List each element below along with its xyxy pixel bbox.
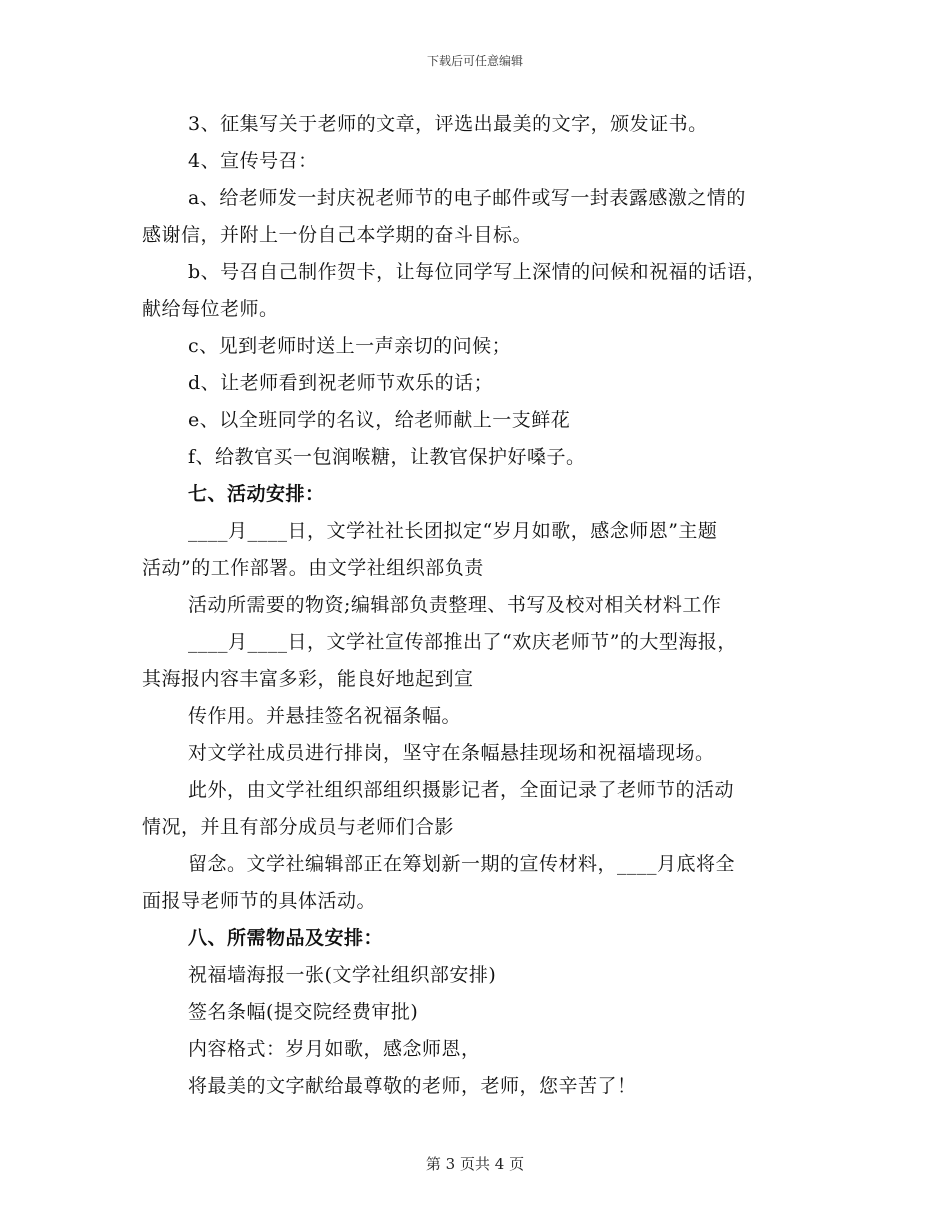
paragraph-line: 此外，由文学社组织部组织摄影记者，全面记录了老师节的活动	[188, 779, 735, 801]
paragraph-line: ____月____日，文学社宣传部推出了“欢庆老师节”的大型海报，	[188, 631, 737, 653]
page-header: 下载后可任意编辑	[426, 54, 523, 68]
paragraph-line: e、以全班同学的名议，给老师献上一支鲜花	[188, 409, 571, 431]
paragraph-line: b、号召自己制作贺卡，让每位同学写上深情的问候和祝福的话语，	[188, 261, 767, 283]
page-number: 第 3 页共 4 页	[425, 1155, 525, 1173]
paragraph-line: 3、征集写关于老师的文章，评选出最美的文字，颁发证书。	[188, 113, 708, 135]
paragraph-line: 传作用。并悬挂签名祝福条幅。	[188, 705, 462, 727]
paragraph-line: ____月____日，文学社社长团拟定“岁月如歌，感念师恩”主题	[188, 520, 718, 542]
paragraph-line: 献给每位老师。	[142, 298, 279, 320]
paragraph-line: 感谢信，并附上一份自己本学期的奋斗目标。	[142, 224, 533, 246]
paragraph-line: 面报导老师节的具体活动。	[142, 890, 377, 912]
paragraph-line: c、见到老师时送上一声亲切的问候；	[188, 335, 512, 357]
paragraph-line: 其海报内容丰富多彩，能良好地起到宣	[142, 668, 474, 690]
section-heading: 七、活动安排：	[188, 483, 325, 505]
paragraph-line: 签名条幅(提交院经费审批)	[188, 1001, 419, 1023]
section-heading: 八、所需物品及安排：	[188, 927, 384, 949]
paragraph-line: f、给教官买一包润喉糖，让教官保护好嗓子。	[188, 446, 586, 468]
paragraph-line: d、让老师看到祝老师节欢乐的话；	[188, 372, 494, 394]
paragraph-line: 祝福墙海报一张(文学社组织部安排)	[188, 964, 497, 986]
paragraph-line: 情况，并且有部分成员与老师们合影	[142, 816, 455, 838]
paragraph-line: 活动”的工作部署。由文学社组织部负责	[142, 557, 484, 579]
paragraph-line: 内容格式：岁月如歌，感念师恩，	[188, 1038, 481, 1060]
paragraph-line: 对文学社成员进行排岗，坚守在条幅悬挂现场和祝福墙现场。	[188, 742, 715, 764]
paragraph-line: a、给老师发一封庆祝老师节的电子邮件或写一封表露感激之情的	[188, 187, 746, 209]
paragraph-line: 活动所需要的物资;编辑部负责整理、书写及校对相关材料工作	[188, 594, 722, 616]
paragraph-line: 留念。文学社编辑部正在筹划新一期的宣传材料，____月底将全	[188, 853, 736, 875]
document-body	[142, 106, 822, 1105]
paragraph-line: 4、宣传号召：	[188, 150, 318, 172]
paragraph-line: 将最美的文字献给最尊敬的老师，老师，您辛苦了！	[188, 1075, 637, 1097]
